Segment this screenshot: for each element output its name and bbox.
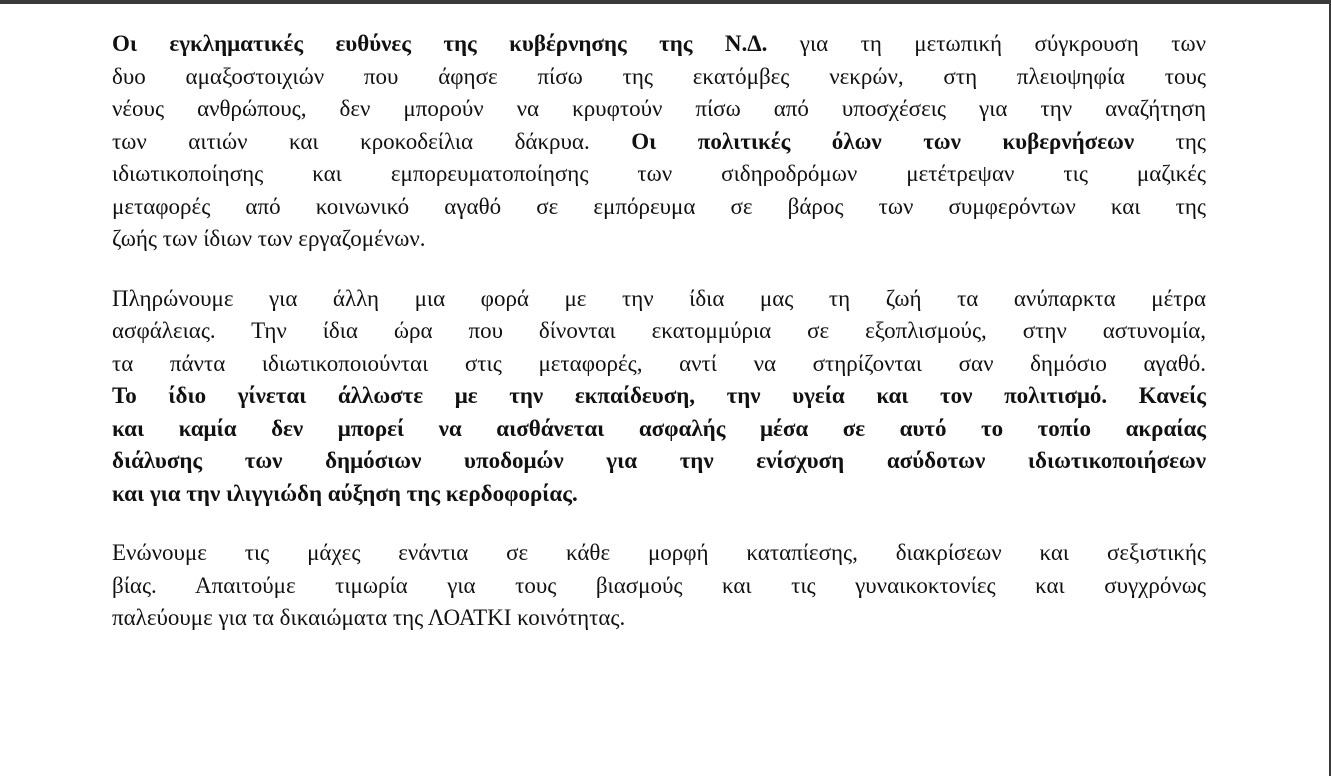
text-line <box>112 537 1206 570</box>
text-line <box>112 348 1206 381</box>
bold-text: Οι πολιτικές όλων των κυβερνήσεων <box>631 128 1135 154</box>
body-text: παλεύουμε για τα δικαιώματα της ΛΟΑΤΚΙ κοινότητας. <box>112 605 626 630</box>
body-text: ασφάλειας. Την ίδια ώρα που δίνονται εκατομμύρια σε εξοπλισμούς, στην αστυνομία, <box>112 318 1206 343</box>
text-line <box>112 478 1206 511</box>
body-text: ιδιωτικοποίησης και εμπορευματοποίησης των σιδηροδρόμων μετέτρεψαν τις μαζικές <box>112 161 1206 186</box>
text-line <box>112 223 1206 256</box>
text-line <box>112 380 1206 413</box>
document-page <box>112 28 1206 662</box>
text-line <box>112 28 1206 61</box>
body-text: βίας. Απαιτούμε τιμωρία για τους βιασμούς και τις γυναικοκτονίες και συγχρόνως <box>112 572 1206 598</box>
body-text: για τη μετωπική σύγκρουση των <box>767 31 1206 56</box>
paragraph <box>112 28 1206 256</box>
bold-text: και καμία δεν μπορεί να αισθάνεται ασφαλής μέσα σε αυτό το τοπίο ακραίας <box>112 415 1206 441</box>
body-text: Πληρώνουμε για άλλη μια φορά με την ίδια μας τη ζωή τα ανύπαρκτα μέτρα <box>112 285 1206 311</box>
body-text: δυο αμαξοστοιχιών που άφησε πίσω της εκατόμβες νεκρών, στη πλειοψηφία τους <box>112 63 1206 89</box>
text-line <box>112 158 1206 191</box>
bold-text: και για την ιλιγγιώδη αύξηση της κερδοφορίας. <box>112 480 578 506</box>
text-line <box>112 315 1206 348</box>
text-line <box>112 283 1206 316</box>
body-text: τα πάντα ιδιωτικοποιούνται στις μεταφορές, αντί να στηρίζονται σαν δημόσιο αγαθό. <box>112 350 1206 376</box>
body-text: Ενώνουμε τις μάχες ενάντια σε κάθε μορφή καταπίεσης, διακρίσεων και σεξιστικής <box>112 540 1206 565</box>
text-line <box>112 413 1206 446</box>
text-line <box>112 126 1206 159</box>
body-text: της <box>1134 128 1206 154</box>
body-text: ζωής των ίδιων των εργαζομένων. <box>112 226 426 251</box>
bold-text: Το ίδιο γίνεται άλλωστε με την εκπαίδευση, την υγεία και τον πολιτισμό. Κανείς <box>112 383 1206 408</box>
paragraph <box>112 537 1206 635</box>
bold-text: διάλυσης των δημόσιων υποδομών για την ενίσχυση ασύδοτων ιδιωτικοποιήσεων <box>112 448 1206 473</box>
text-line <box>112 93 1206 126</box>
bold-text: Οι εγκληματικές ευθύνες της κυβέρνησης της Ν.Δ. <box>112 31 768 56</box>
text-line <box>112 61 1206 94</box>
body-text: μεταφορές από κοινωνικό αγαθό σε εμπόρευμα σε βάρος των συμφερόντων και της <box>112 193 1206 219</box>
text-line <box>112 602 1206 635</box>
body-text: νέους ανθρώπους, δεν μπορούν να κρυφτούν πίσω από υποσχέσεις για την αναζήτηση <box>112 96 1206 121</box>
text-line <box>112 191 1206 224</box>
text-line <box>112 570 1206 603</box>
text-line <box>112 445 1206 478</box>
paragraph <box>112 283 1206 511</box>
window-top-border <box>0 0 1331 4</box>
body-text: των αιτιών και κροκοδείλια δάκρυα. <box>112 128 632 154</box>
